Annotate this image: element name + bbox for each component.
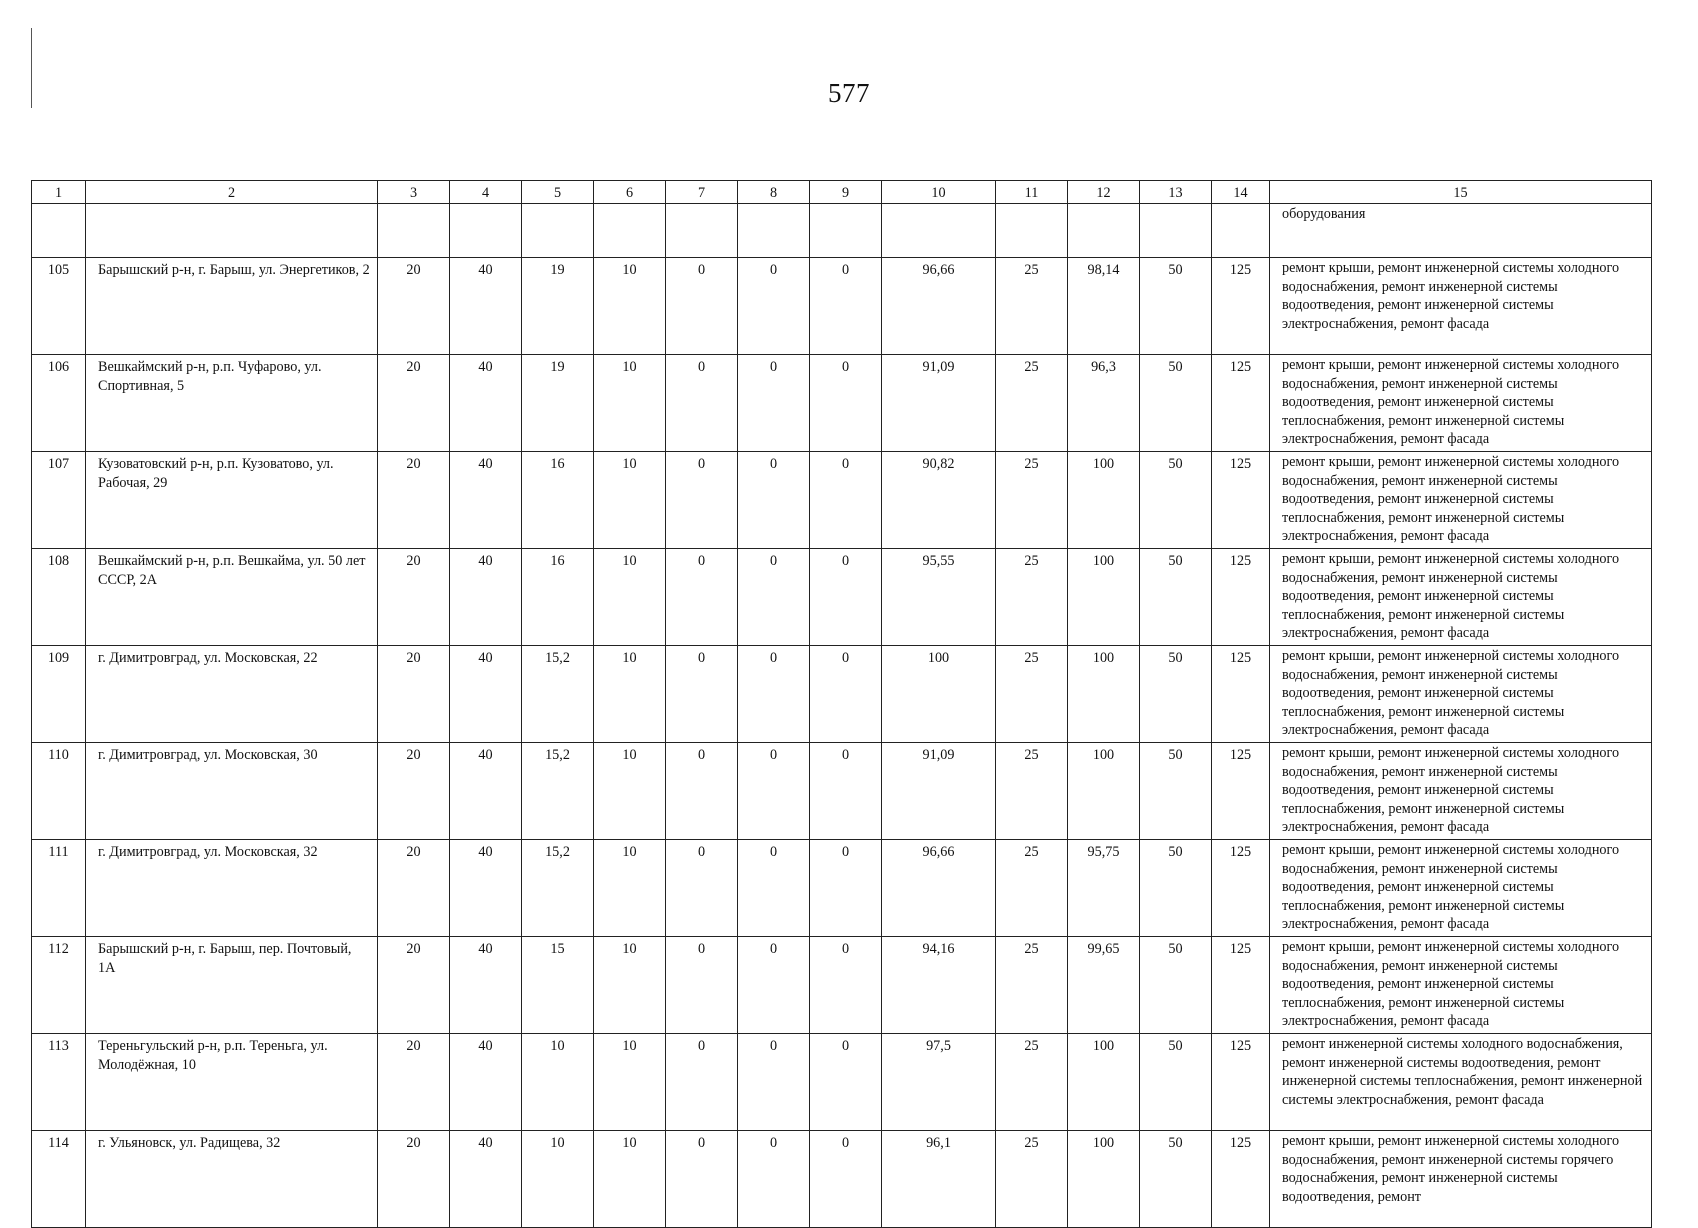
value-cell: 125	[1212, 840, 1270, 937]
column-number-8: 8	[738, 181, 810, 204]
value-cell: 96,3	[1068, 355, 1140, 452]
value-cell: 10	[594, 355, 666, 452]
column-number-6: 6	[594, 181, 666, 204]
value-cell: 16	[522, 452, 594, 549]
works-list-cell: ремонт крыши, ремонт инженерной системы холодного водоснабжения, ремонт инженерной системы горячего водоснабжения, ремонт инженерной системы водоотведения, ремонт	[1270, 1131, 1652, 1228]
value-cell: 25	[996, 258, 1068, 355]
value-cell: 100	[1068, 646, 1140, 743]
column-number-15: 15	[1270, 181, 1652, 204]
value-cell: 0	[738, 743, 810, 840]
value-cell: 50	[1140, 840, 1212, 937]
value-cell: 20	[378, 646, 450, 743]
row-number-cell: 113	[32, 1034, 86, 1131]
continuation-cell	[882, 204, 996, 258]
value-cell: 0	[666, 840, 738, 937]
value-cell: 0	[738, 258, 810, 355]
column-number-9: 9	[810, 181, 882, 204]
value-cell: 0	[666, 1131, 738, 1228]
value-cell: 50	[1140, 743, 1212, 840]
value-cell: 0	[666, 549, 738, 646]
works-list-cell: ремонт инженерной системы холодного водоснабжения, ремонт инженерной системы водоотведения, ремонт инженерной системы теплоснабжения, ремонт инженерной системы электроснабжения, ремонт фасада	[1270, 1034, 1652, 1131]
value-cell: 50	[1140, 355, 1212, 452]
value-cell: 125	[1212, 646, 1270, 743]
value-cell: 20	[378, 1034, 450, 1131]
address-cell: г. Димитровград, ул. Московская, 22	[86, 646, 378, 743]
column-number-10: 10	[882, 181, 996, 204]
value-cell: 25	[996, 937, 1068, 1034]
value-cell: 0	[810, 743, 882, 840]
table-row	[32, 549, 1652, 646]
value-cell: 10	[594, 937, 666, 1034]
value-cell: 20	[378, 937, 450, 1034]
value-cell: 0	[810, 646, 882, 743]
address-cell: г. Димитровград, ул. Московская, 30	[86, 743, 378, 840]
row-number-cell: 114	[32, 1131, 86, 1228]
value-cell: 100	[1068, 1131, 1140, 1228]
value-cell: 19	[522, 355, 594, 452]
value-cell: 10	[594, 258, 666, 355]
value-cell: 25	[996, 452, 1068, 549]
value-cell: 0	[666, 452, 738, 549]
value-cell: 100	[1068, 1034, 1140, 1131]
value-cell: 40	[450, 646, 522, 743]
value-cell: 0	[666, 1034, 738, 1131]
continuation-cell	[86, 204, 378, 258]
value-cell: 40	[450, 937, 522, 1034]
value-cell: 40	[450, 1131, 522, 1228]
address-cell: г. Ульяновск, ул. Радищева, 32	[86, 1131, 378, 1228]
column-number-5: 5	[522, 181, 594, 204]
row-number-cell: 107	[32, 452, 86, 549]
table-row	[32, 1034, 1652, 1131]
value-cell: 96,66	[882, 840, 996, 937]
value-cell: 125	[1212, 743, 1270, 840]
value-cell: 0	[810, 840, 882, 937]
value-cell: 50	[1140, 1131, 1212, 1228]
value-cell: 125	[1212, 1131, 1270, 1228]
value-cell: 25	[996, 355, 1068, 452]
value-cell: 0	[738, 937, 810, 1034]
page-number: 577	[828, 78, 870, 108]
value-cell: 10	[594, 1034, 666, 1131]
value-cell: 0	[810, 937, 882, 1034]
address-cell: Вешкаймский р-н, р.п. Вешкайма, ул. 50 лет СССР, 2А	[86, 549, 378, 646]
value-cell: 40	[450, 355, 522, 452]
value-cell: 0	[666, 646, 738, 743]
value-cell: 0	[810, 1034, 882, 1131]
continuation-cell	[1212, 204, 1270, 258]
value-cell: 100	[882, 646, 996, 743]
value-cell: 10	[594, 840, 666, 937]
value-cell: 20	[378, 549, 450, 646]
continuation-cell	[738, 204, 810, 258]
value-cell: 10	[594, 743, 666, 840]
continuation-cell: оборудования	[1270, 204, 1652, 258]
table-row	[32, 743, 1652, 840]
value-cell: 125	[1212, 549, 1270, 646]
value-cell: 50	[1140, 646, 1212, 743]
value-cell: 25	[996, 1131, 1068, 1228]
value-cell: 15	[522, 937, 594, 1034]
address-cell: Вешкаймский р-н, р.п. Чуфарово, ул. Спортивная, 5	[86, 355, 378, 452]
column-number-11: 11	[996, 181, 1068, 204]
value-cell: 96,1	[882, 1131, 996, 1228]
value-cell: 10	[594, 646, 666, 743]
value-cell: 15,2	[522, 646, 594, 743]
value-cell: 0	[738, 1034, 810, 1131]
value-cell: 125	[1212, 937, 1270, 1034]
works-list-cell: ремонт крыши, ремонт инженерной системы холодного водоснабжения, ремонт инженерной системы водоотведения, ремонт инженерной системы теплоснабжения, ремонт инженерной системы электроснабжения, ремонт фасада	[1270, 743, 1652, 840]
value-cell: 20	[378, 258, 450, 355]
value-cell: 0	[810, 549, 882, 646]
value-cell: 20	[378, 355, 450, 452]
value-cell: 50	[1140, 937, 1212, 1034]
value-cell: 125	[1212, 258, 1270, 355]
column-number-13: 13	[1140, 181, 1212, 204]
value-cell: 94,16	[882, 937, 996, 1034]
value-cell: 10	[522, 1131, 594, 1228]
continuation-cell	[32, 204, 86, 258]
value-cell: 40	[450, 840, 522, 937]
value-cell: 100	[1068, 743, 1140, 840]
address-cell: Барышский р-н, г. Барыш, пер. Почтовый, 1А	[86, 937, 378, 1034]
value-cell: 50	[1140, 1034, 1212, 1131]
table-row	[32, 258, 1652, 355]
row-number-cell: 106	[32, 355, 86, 452]
value-cell: 10	[594, 452, 666, 549]
works-list-cell: ремонт крыши, ремонт инженерной системы холодного водоснабжения, ремонт инженерной системы водоотведения, ремонт инженерной системы теплоснабжения, ремонт инженерной системы электроснабжения, ремонт фасада	[1270, 937, 1652, 1034]
value-cell: 90,82	[882, 452, 996, 549]
value-cell: 97,5	[882, 1034, 996, 1131]
value-cell: 0	[810, 258, 882, 355]
value-cell: 20	[378, 1131, 450, 1228]
value-cell: 10	[594, 549, 666, 646]
value-cell: 25	[996, 840, 1068, 937]
value-cell: 91,09	[882, 743, 996, 840]
table-row	[32, 355, 1652, 452]
row-number-cell: 112	[32, 937, 86, 1034]
works-list-cell: ремонт крыши, ремонт инженерной системы холодного водоснабжения, ремонт инженерной системы водоотведения, ремонт инженерной системы теплоснабжения, ремонт инженерной системы электроснабжения, ремонт фасада	[1270, 646, 1652, 743]
value-cell: 0	[666, 743, 738, 840]
value-cell: 40	[450, 743, 522, 840]
value-cell: 25	[996, 646, 1068, 743]
value-cell: 0	[666, 258, 738, 355]
column-number-1: 1	[32, 181, 86, 204]
value-cell: 125	[1212, 452, 1270, 549]
value-cell: 95,75	[1068, 840, 1140, 937]
column-number-14: 14	[1212, 181, 1270, 204]
column-number-3: 3	[378, 181, 450, 204]
value-cell: 0	[738, 355, 810, 452]
value-cell: 91,09	[882, 355, 996, 452]
value-cell: 0	[738, 549, 810, 646]
address-cell: Барышский р-н, г. Барыш, ул. Энергетиков, 2	[86, 258, 378, 355]
continuation-cell	[666, 204, 738, 258]
row-number-cell: 109	[32, 646, 86, 743]
row-number-cell: 105	[32, 258, 86, 355]
column-number-row	[32, 181, 1652, 204]
row-number-cell: 111	[32, 840, 86, 937]
value-cell: 20	[378, 743, 450, 840]
value-cell: 0	[738, 646, 810, 743]
address-cell: Тереньгульский р-н, р.п. Тереньга, ул. Молодёжная, 10	[86, 1034, 378, 1131]
repair-program-table	[31, 180, 1652, 1228]
value-cell: 40	[450, 1034, 522, 1131]
value-cell: 25	[996, 1034, 1068, 1131]
continuation-cell	[810, 204, 882, 258]
value-cell: 20	[378, 840, 450, 937]
table-row	[32, 452, 1652, 549]
value-cell: 0	[810, 452, 882, 549]
works-list-cell: ремонт крыши, ремонт инженерной системы холодного водоснабжения, ремонт инженерной системы водоотведения, ремонт инженерной системы теплоснабжения, ремонт инженерной системы электроснабжения, ремонт фасада	[1270, 355, 1652, 452]
value-cell: 19	[522, 258, 594, 355]
works-list-cell: ремонт крыши, ремонт инженерной системы холодного водоснабжения, ремонт инженерной системы водоотведения, ремонт инженерной системы теплоснабжения, ремонт инженерной системы электроснабжения, ремонт фасада	[1270, 840, 1652, 937]
table-row	[32, 1131, 1652, 1228]
column-number-4: 4	[450, 181, 522, 204]
value-cell: 40	[450, 258, 522, 355]
value-cell: 0	[666, 937, 738, 1034]
continuation-cell	[450, 204, 522, 258]
address-cell: г. Димитровград, ул. Московская, 32	[86, 840, 378, 937]
value-cell: 40	[450, 452, 522, 549]
continuation-cell	[378, 204, 450, 258]
value-cell: 20	[378, 452, 450, 549]
table-row	[32, 937, 1652, 1034]
value-cell: 100	[1068, 452, 1140, 549]
value-cell: 0	[738, 840, 810, 937]
value-cell: 125	[1212, 355, 1270, 452]
value-cell: 25	[996, 549, 1068, 646]
value-cell: 95,55	[882, 549, 996, 646]
value-cell: 100	[1068, 549, 1140, 646]
row-number-cell: 110	[32, 743, 86, 840]
continuation-row	[32, 204, 1652, 258]
value-cell: 0	[738, 1131, 810, 1228]
continuation-cell	[522, 204, 594, 258]
value-cell: 50	[1140, 452, 1212, 549]
table-row	[32, 840, 1652, 937]
value-cell: 25	[996, 743, 1068, 840]
value-cell: 125	[1212, 1034, 1270, 1131]
value-cell: 96,66	[882, 258, 996, 355]
value-cell: 50	[1140, 258, 1212, 355]
address-cell: Кузоватовский р-н, р.п. Кузоватово, ул. Рабочая, 29	[86, 452, 378, 549]
continuation-cell	[1068, 204, 1140, 258]
works-list-cell: ремонт крыши, ремонт инженерной системы холодного водоснабжения, ремонт инженерной системы водоотведения, ремонт инженерной системы теплоснабжения, ремонт инженерной системы электроснабжения, ремонт фасада	[1270, 452, 1652, 549]
column-number-2: 2	[86, 181, 378, 204]
value-cell: 15,2	[522, 743, 594, 840]
value-cell: 0	[666, 355, 738, 452]
value-cell: 0	[810, 355, 882, 452]
value-cell: 0	[738, 452, 810, 549]
value-cell: 99,65	[1068, 937, 1140, 1034]
value-cell: 15,2	[522, 840, 594, 937]
works-list-cell: ремонт крыши, ремонт инженерной системы холодного водоснабжения, ремонт инженерной системы водоотведения, ремонт инженерной системы электроснабжения, ремонт фасада	[1270, 258, 1652, 355]
continuation-cell	[594, 204, 666, 258]
table-row	[32, 646, 1652, 743]
value-cell: 10	[522, 1034, 594, 1131]
continuation-cell	[996, 204, 1068, 258]
continuation-cell	[1140, 204, 1212, 258]
column-number-12: 12	[1068, 181, 1140, 204]
value-cell: 98,14	[1068, 258, 1140, 355]
value-cell: 40	[450, 549, 522, 646]
row-number-cell: 108	[32, 549, 86, 646]
value-cell: 10	[594, 1131, 666, 1228]
value-cell: 16	[522, 549, 594, 646]
value-cell: 50	[1140, 549, 1212, 646]
works-list-cell: ремонт крыши, ремонт инженерной системы холодного водоснабжения, ремонт инженерной системы водоотведения, ремонт инженерной системы теплоснабжения, ремонт инженерной системы электроснабжения, ремонт фасада	[1270, 549, 1652, 646]
column-number-7: 7	[666, 181, 738, 204]
value-cell: 0	[810, 1131, 882, 1228]
